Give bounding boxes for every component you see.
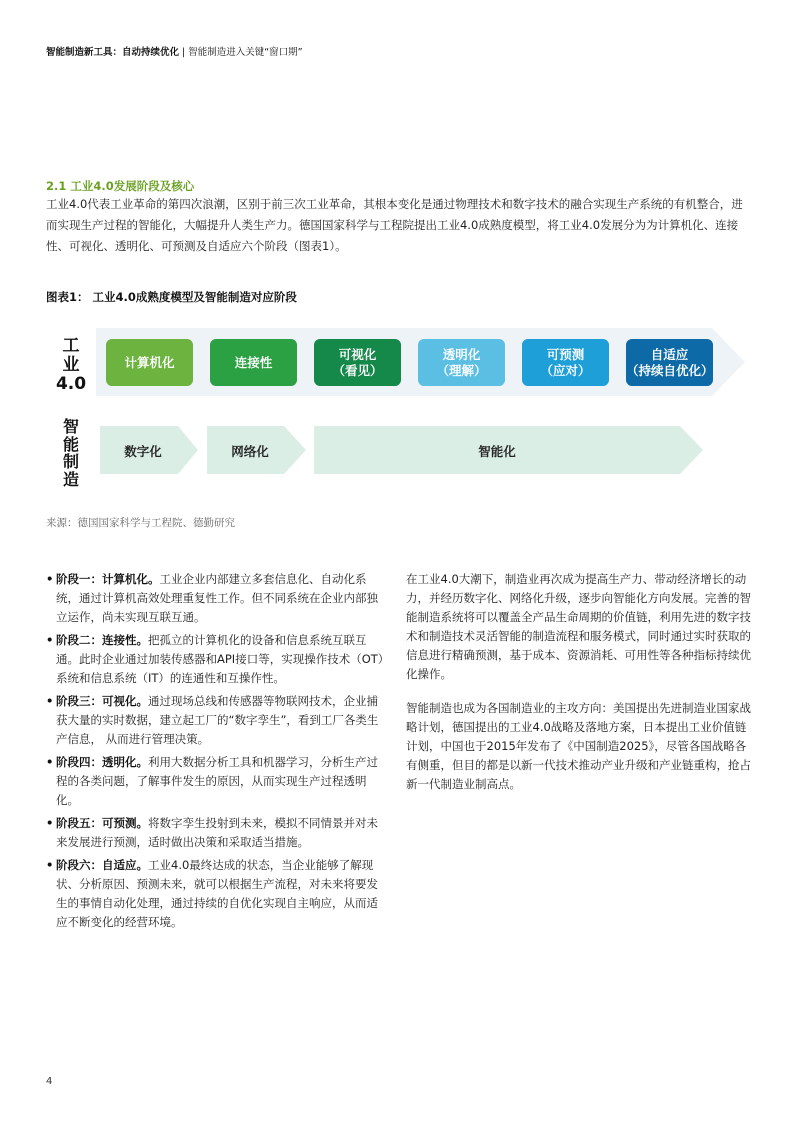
smart-manufacturing-label-char: 能 — [62, 434, 79, 454]
bullet-key: 阶段五：可预测。 — [56, 816, 148, 830]
bullet-key: 阶段四：透明化。 — [56, 755, 148, 769]
paragraph: 智能制造也成为各国制造业的主攻方向：美国提出先进制造业国家战略计划，德国提出的工业4.0战略及落地方案，日本提出工业价值链计划，中国也于2015年发布了《中国制造2025》，尽管各国战略各有侧重，但目的都是以新一代技术推动产业升级和产业链重构，抢占新一代制造业制高点。 — [406, 701, 751, 791]
list-item — [46, 631, 386, 688]
industry-4-label-char: 工 — [62, 336, 80, 356]
bullet-text: 工业企业内部建立多套信息化、自动化系统，通过计算机高效处理重复性工作。但不同系统在企业内部独立运作，尚未实现互联互通。 — [56, 572, 378, 624]
header-subtitle: 智能制造进入关键“窗口期” — [188, 47, 303, 58]
list-item — [46, 753, 386, 810]
stage-line2: （应对） — [540, 362, 591, 378]
header-title: 智能制造新工具：自动持续优化 — [46, 47, 180, 58]
bullet-key: 阶段二：连接性。 — [56, 633, 148, 647]
figure-title: 图表1： 工业4.0成熟度模型及智能制造对应阶段 — [46, 290, 297, 304]
stage-line2: （看见） — [332, 362, 383, 378]
bullet-text: 利用大数据分析工具和机器学习，分析生产过程的各类问题，了解事件发生的原因，从而实现生产过程透明化。 — [56, 755, 378, 807]
list-item — [46, 570, 386, 627]
bullet-key: 阶段三：可视化。 — [56, 694, 148, 708]
bullet-key: 阶段六：自适应。 — [56, 858, 148, 872]
stage-line1: 自适应 — [650, 346, 689, 362]
stage-adaptive — [626, 339, 713, 386]
right-column — [406, 570, 752, 809]
bullet-text: 通过现场总线和传感器等物联网技术，企业捕获大量的实时数据，建立起工厂的“数字孪生”，看到工厂各类生产信息， 从而进行管理决策。 — [56, 694, 379, 746]
section-title: 2.1 工业4.0发展阶段及核心 — [46, 179, 195, 193]
industry-4-label-char: 业 — [62, 355, 80, 375]
page-number: 4 — [46, 1076, 53, 1087]
smart-manufacturing-label-char: 制 — [62, 452, 79, 471]
intro-paragraph: 工业4.0代表工业革命的第四次浪潮，区别于前三次工业革命，其根本变化是通过物理技术和数字技术的融合实现生产系统的有机整合，进而实现生产过程的智能化，大幅提升人类生产力。德国国家科学与工程院提出工业4.0成熟度模型，将工业4.0发展分为为计算机化、连接性、可视化、透明化、可预测及自适应六个阶段（图表1）。 — [46, 197, 743, 253]
bullet-text: 把孤立的计算机化的设备和信息系统互联互通。此时企业通过加装传感器和API接口等，实现操作技术（OT）系统和信息系统（IT）的连通性和互操作性。 — [56, 633, 384, 685]
stage-transparency — [418, 339, 505, 386]
stage-line2: （持续自优化） — [626, 362, 714, 378]
stage-connectivity — [210, 339, 297, 386]
stage-predictive — [522, 339, 609, 386]
bullet-text: 工业4.0最终达成的状态，当企业能够了解现状、分析原因、预测未来，就可以根据生产流程，对未来将要发生的事情自动化处理，通过持续的自优化实现自主响应，从而适应不断变化的经营环境。 — [56, 858, 378, 929]
stage-line1: 可视化 — [338, 346, 377, 362]
stage-line1: 可预测 — [546, 346, 585, 362]
bullet-text: 将数字孪生投射到未来，模拟不同情景并对未来发展进行预测，适时做出决策和采取适当措施。 — [56, 816, 378, 849]
industry-4-label-char: 4.0 — [55, 374, 87, 394]
stage-computerization — [106, 339, 193, 386]
list-item — [46, 856, 386, 932]
bullet-key: 阶段一：计算机化。 — [56, 572, 160, 586]
header-separator: | — [182, 47, 186, 58]
stage-line1: 连接性 — [234, 354, 273, 370]
list-item — [46, 814, 386, 852]
figure-source: 来源：德国国家科学与工程院、德勤研究 — [46, 517, 235, 529]
paragraph: 在工业4.0大潮下，制造业再次成为提高生产力、带动经济增长的动力，并经历数字化、网络化升级，逐步向智能化方向发展。完善的智能制造系统将可以覆盖全产品生命周期的价值链，利用先进的数字技术和制造技术灵活智能的制造流程和服务模式，同时通过实时获取的信息进行精确预测，基于成本、资源消耗、可用性等各种指标持续优化操作。 — [406, 572, 751, 681]
mfg-stage-network: 网络化 — [231, 444, 269, 459]
stage-line1: 计算机化 — [124, 354, 175, 370]
stage-line2: （理解） — [436, 362, 487, 378]
mfg-stage-digital: 数字化 — [124, 444, 162, 459]
smart-manufacturing-label-char: 智 — [62, 417, 79, 436]
mfg-stage-smart: 智能化 — [478, 444, 516, 459]
stage-bullet-list — [46, 570, 386, 936]
smart-manufacturing-label-char: 造 — [62, 469, 79, 489]
stage-visibility — [314, 339, 401, 386]
list-item — [46, 692, 386, 749]
stage-line1: 透明化 — [442, 346, 481, 362]
